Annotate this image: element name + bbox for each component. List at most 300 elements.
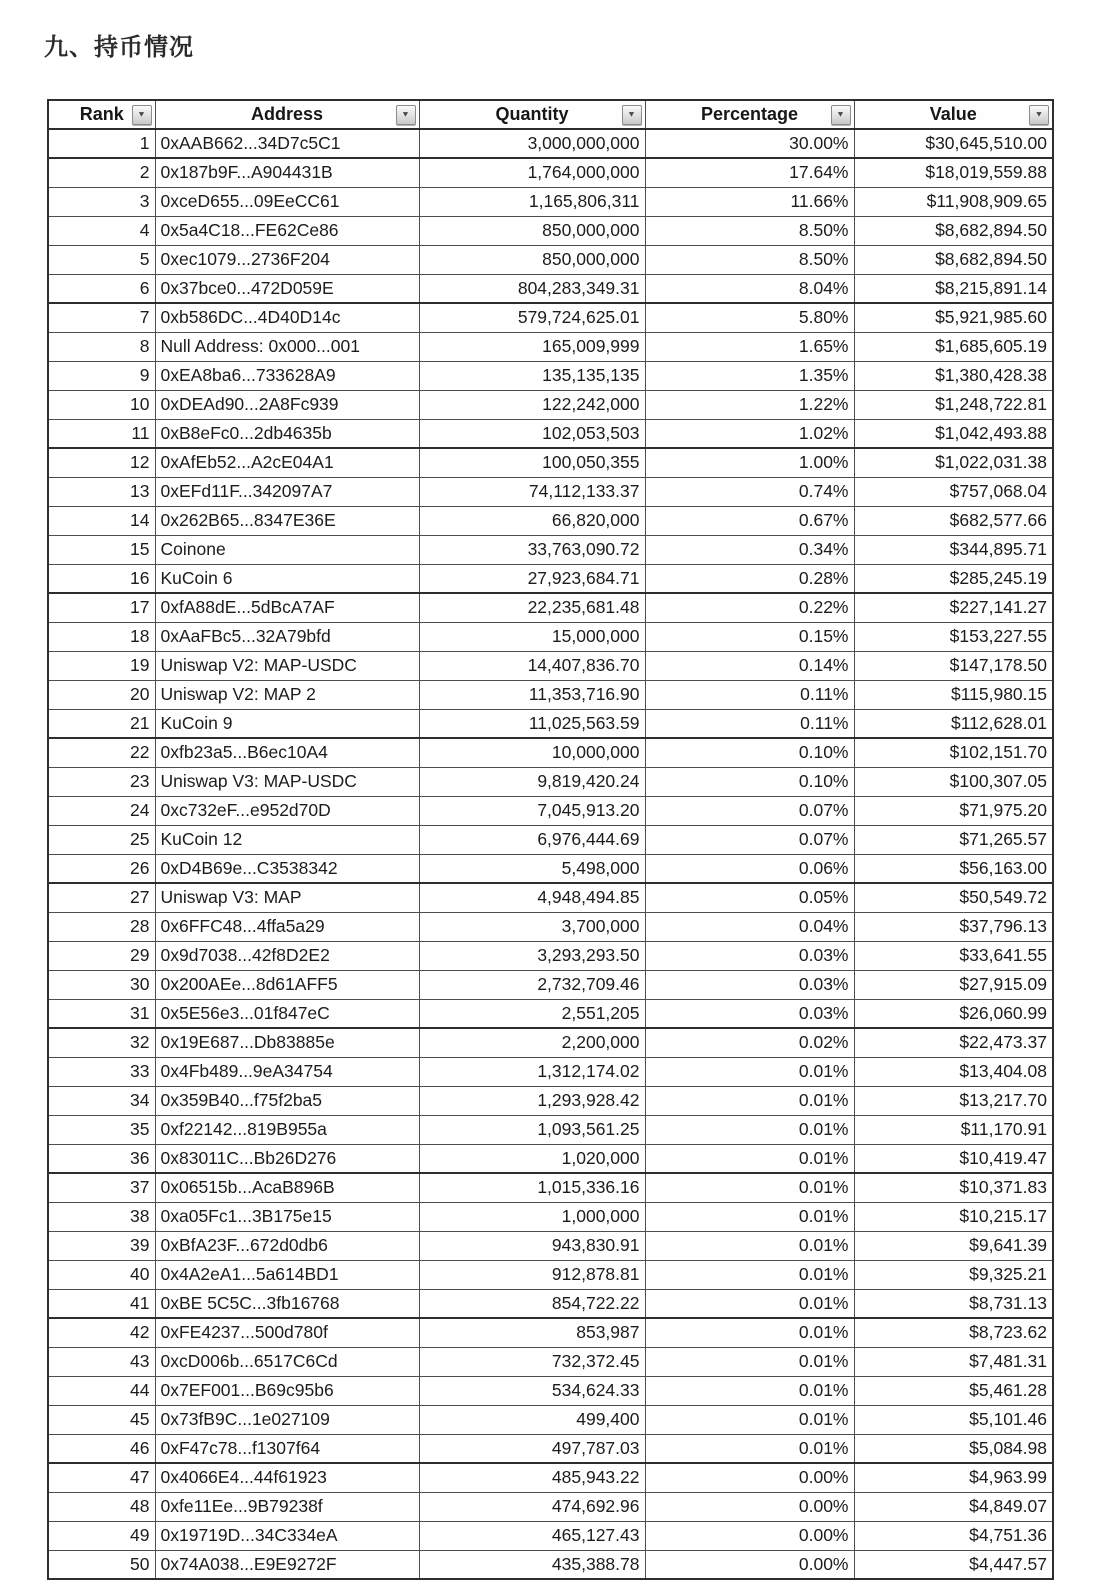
value-cell: $18,019,559.88 <box>854 158 1053 187</box>
percentage-cell: 0.02% <box>645 1028 854 1057</box>
rank-cell: 41 <box>48 1289 155 1318</box>
address-cell: Uniswap V2: MAP 2 <box>155 680 419 709</box>
value-cell: $11,908,909.65 <box>854 187 1053 216</box>
table-row <box>48 419 1053 448</box>
quantity-cell: 850,000,000 <box>419 216 645 245</box>
rank-cell: 21 <box>48 709 155 738</box>
percentage-cell: 0.01% <box>645 1434 854 1463</box>
rank-cell: 32 <box>48 1028 155 1057</box>
percentage-cell: 0.07% <box>645 825 854 854</box>
rank-cell: 33 <box>48 1057 155 1086</box>
holders-table-container <box>47 99 1054 1580</box>
value-cell: $153,227.55 <box>854 622 1053 651</box>
percentage-cell: 0.01% <box>645 1173 854 1202</box>
address-cell: Coinone <box>155 535 419 564</box>
table-row <box>48 1347 1053 1376</box>
address-cell: Uniswap V3: MAP <box>155 883 419 912</box>
table-row <box>48 767 1053 796</box>
table-row <box>48 361 1053 390</box>
quantity-cell: 1,764,000,000 <box>419 158 645 187</box>
column-header-value-label: Value <box>929 104 977 124</box>
rank-cell: 13 <box>48 477 155 506</box>
quantity-cell: 27,923,684.71 <box>419 564 645 593</box>
rank-cell: 49 <box>48 1521 155 1550</box>
column-header-address-label: Address <box>250 104 324 124</box>
rank-cell: 35 <box>48 1115 155 1144</box>
value-cell: $9,325.21 <box>854 1260 1053 1289</box>
quantity-cell: 1,093,561.25 <box>419 1115 645 1144</box>
table-row <box>48 1144 1053 1173</box>
rank-cell: 29 <box>48 941 155 970</box>
address-cell: 0x5E56e3...01f847eC <box>155 999 419 1028</box>
percentage-cell: 0.11% <box>645 709 854 738</box>
percentage-cell: 0.03% <box>645 999 854 1028</box>
rank-cell: 9 <box>48 361 155 390</box>
address-cell: 0x6FFC48...4ffa5a29 <box>155 912 419 941</box>
value-cell: $56,163.00 <box>854 854 1053 883</box>
percentage-cell: 0.01% <box>645 1231 854 1260</box>
rank-cell: 19 <box>48 651 155 680</box>
rank-cell: 18 <box>48 622 155 651</box>
value-cell: $8,723.62 <box>854 1318 1053 1347</box>
address-cell: 0x262B65...8347E36E <box>155 506 419 535</box>
rank-cell: 31 <box>48 999 155 1028</box>
table-row <box>48 709 1053 738</box>
percentage-cell: 0.01% <box>645 1202 854 1231</box>
column-header-percentage <box>645 100 854 129</box>
address-cell: 0xF47c78...f1307f64 <box>155 1434 419 1463</box>
table-row <box>48 941 1053 970</box>
percentage-cell: 0.67% <box>645 506 854 535</box>
value-cell: $13,404.08 <box>854 1057 1053 1086</box>
table-row <box>48 129 1053 158</box>
value-cell: $757,068.04 <box>854 477 1053 506</box>
value-cell: $5,921,985.60 <box>854 303 1053 332</box>
address-cell: 0x200AEe...8d61AFF5 <box>155 970 419 999</box>
quantity-cell: 2,732,709.46 <box>419 970 645 999</box>
rank-cell: 50 <box>48 1550 155 1579</box>
address-cell: 0x74A038...E9E9272F <box>155 1550 419 1579</box>
value-cell: $100,307.05 <box>854 767 1053 796</box>
table-row <box>48 1318 1053 1347</box>
table-row <box>48 1028 1053 1057</box>
address-cell: 0x06515b...AcaB896B <box>155 1173 419 1202</box>
percentage-cell: 0.03% <box>645 970 854 999</box>
column-header-address <box>155 100 419 129</box>
rank-cell: 28 <box>48 912 155 941</box>
percentage-cell: 0.00% <box>645 1463 854 1492</box>
quantity-cell: 33,763,090.72 <box>419 535 645 564</box>
table-row <box>48 1115 1053 1144</box>
address-cell: 0xa05Fc1...3B175e15 <box>155 1202 419 1231</box>
percentage-cell: 0.01% <box>645 1086 854 1115</box>
address-cell: 0xfA88dE...5dBcA7AF <box>155 593 419 622</box>
holders-table-body <box>48 129 1053 1579</box>
filter-button-quantity[interactable] <box>622 105 642 125</box>
table-row <box>48 883 1053 912</box>
value-cell: $30,645,510.00 <box>854 129 1053 158</box>
quantity-cell: 135,135,135 <box>419 361 645 390</box>
quantity-cell: 11,353,716.90 <box>419 680 645 709</box>
quantity-cell: 15,000,000 <box>419 622 645 651</box>
quantity-cell: 11,025,563.59 <box>419 709 645 738</box>
value-cell: $5,084.98 <box>854 1434 1053 1463</box>
holders-table <box>47 99 1054 1580</box>
rank-cell: 4 <box>48 216 155 245</box>
chevron-down-icon: ▼ <box>627 109 636 119</box>
address-cell: Null Address: 0x000...001 <box>155 332 419 361</box>
percentage-cell: 11.66% <box>645 187 854 216</box>
rank-cell: 38 <box>48 1202 155 1231</box>
quantity-cell: 14,407,836.70 <box>419 651 645 680</box>
rank-cell: 14 <box>48 506 155 535</box>
table-row <box>48 1202 1053 1231</box>
value-cell: $115,980.15 <box>854 680 1053 709</box>
address-cell: 0x19719D...34C334eA <box>155 1521 419 1550</box>
rank-cell: 26 <box>48 854 155 883</box>
address-cell: 0xf22142...819B955a <box>155 1115 419 1144</box>
quantity-cell: 1,312,174.02 <box>419 1057 645 1086</box>
table-row <box>48 477 1053 506</box>
percentage-cell: 1.22% <box>645 390 854 419</box>
percentage-cell: 0.01% <box>645 1260 854 1289</box>
quantity-cell: 534,624.33 <box>419 1376 645 1405</box>
address-cell: 0xB8eFc0...2db4635b <box>155 419 419 448</box>
value-cell: $1,042,493.88 <box>854 419 1053 448</box>
address-cell: 0xAAB662...34D7c5C1 <box>155 129 419 158</box>
rank-cell: 5 <box>48 245 155 274</box>
address-cell: KuCoin 6 <box>155 564 419 593</box>
percentage-cell: 0.01% <box>645 1347 854 1376</box>
table-row <box>48 651 1053 680</box>
percentage-cell: 0.01% <box>645 1144 854 1173</box>
quantity-cell: 854,722.22 <box>419 1289 645 1318</box>
rank-cell: 10 <box>48 390 155 419</box>
quantity-cell: 66,820,000 <box>419 506 645 535</box>
column-header-quantity <box>419 100 645 129</box>
address-cell: 0x19E687...Db83885e <box>155 1028 419 1057</box>
rank-cell: 45 <box>48 1405 155 1434</box>
percentage-cell: 0.22% <box>645 593 854 622</box>
address-cell: 0xAfEb52...A2cE04A1 <box>155 448 419 477</box>
quantity-cell: 1,293,928.42 <box>419 1086 645 1115</box>
percentage-cell: 0.28% <box>645 564 854 593</box>
rank-cell: 42 <box>48 1318 155 1347</box>
percentage-cell: 0.07% <box>645 796 854 825</box>
rank-cell: 30 <box>48 970 155 999</box>
address-cell: 0xFE4237...500d780f <box>155 1318 419 1347</box>
quantity-cell: 853,987 <box>419 1318 645 1347</box>
address-cell: 0xD4B69e...C3538342 <box>155 854 419 883</box>
table-row <box>48 158 1053 187</box>
value-cell: $11,170.91 <box>854 1115 1053 1144</box>
percentage-cell: 0.01% <box>645 1289 854 1318</box>
filter-button-percentage[interactable] <box>831 105 851 125</box>
rank-cell: 40 <box>48 1260 155 1289</box>
percentage-cell: 0.01% <box>645 1376 854 1405</box>
quantity-cell: 3,000,000,000 <box>419 129 645 158</box>
quantity-cell: 2,551,205 <box>419 999 645 1028</box>
value-cell: $1,380,428.38 <box>854 361 1053 390</box>
rank-cell: 12 <box>48 448 155 477</box>
column-header-percentage-label: Percentage <box>700 104 799 124</box>
rank-cell: 46 <box>48 1434 155 1463</box>
rank-cell: 7 <box>48 303 155 332</box>
quantity-cell: 2,200,000 <box>419 1028 645 1057</box>
percentage-cell: 5.80% <box>645 303 854 332</box>
percentage-cell: 8.04% <box>645 274 854 303</box>
percentage-cell: 8.50% <box>645 216 854 245</box>
percentage-cell: 0.05% <box>645 883 854 912</box>
address-cell: 0x73fB9C...1e027109 <box>155 1405 419 1434</box>
percentage-cell: 1.00% <box>645 448 854 477</box>
value-cell: $4,751.36 <box>854 1521 1053 1550</box>
table-row <box>48 332 1053 361</box>
address-cell: 0xBfA23F...672d0db6 <box>155 1231 419 1260</box>
rank-cell: 3 <box>48 187 155 216</box>
quantity-cell: 102,053,503 <box>419 419 645 448</box>
value-cell: $1,685,605.19 <box>854 332 1053 361</box>
value-cell: $10,215.17 <box>854 1202 1053 1231</box>
value-cell: $9,641.39 <box>854 1231 1053 1260</box>
quantity-cell: 165,009,999 <box>419 332 645 361</box>
table-row <box>48 245 1053 274</box>
address-cell: 0x37bce0...472D059E <box>155 274 419 303</box>
percentage-cell: 0.01% <box>645 1115 854 1144</box>
table-row <box>48 680 1053 709</box>
quantity-cell: 1,020,000 <box>419 1144 645 1173</box>
quantity-cell: 100,050,355 <box>419 448 645 477</box>
percentage-cell: 0.14% <box>645 651 854 680</box>
table-row <box>48 970 1053 999</box>
quantity-cell: 3,293,293.50 <box>419 941 645 970</box>
percentage-cell: 0.15% <box>645 622 854 651</box>
quantity-cell: 497,787.03 <box>419 1434 645 1463</box>
value-cell: $344,895.71 <box>854 535 1053 564</box>
address-cell: 0xcD006b...6517C6Cd <box>155 1347 419 1376</box>
address-cell: 0xec1079...2736F204 <box>155 245 419 274</box>
rank-cell: 36 <box>48 1144 155 1173</box>
value-cell: $1,022,031.38 <box>854 448 1053 477</box>
address-cell: 0x4066E4...44f61923 <box>155 1463 419 1492</box>
quantity-cell: 122,242,000 <box>419 390 645 419</box>
quantity-cell: 4,948,494.85 <box>419 883 645 912</box>
table-row <box>48 1492 1053 1521</box>
address-cell: 0x9d7038...42f8D2E2 <box>155 941 419 970</box>
value-cell: $147,178.50 <box>854 651 1053 680</box>
table-row <box>48 1231 1053 1260</box>
quantity-cell: 499,400 <box>419 1405 645 1434</box>
table-row <box>48 535 1053 564</box>
value-cell: $8,215,891.14 <box>854 274 1053 303</box>
address-cell: 0x4Fb489...9eA34754 <box>155 1057 419 1086</box>
percentage-cell: 1.65% <box>645 332 854 361</box>
quantity-cell: 1,015,336.16 <box>419 1173 645 1202</box>
table-row <box>48 1550 1053 1579</box>
value-cell: $227,141.27 <box>854 593 1053 622</box>
quantity-cell: 732,372.45 <box>419 1347 645 1376</box>
rank-cell: 17 <box>48 593 155 622</box>
table-row <box>48 1521 1053 1550</box>
value-cell: $8,682,894.50 <box>854 245 1053 274</box>
quantity-cell: 22,235,681.48 <box>419 593 645 622</box>
table-row <box>48 1289 1053 1318</box>
value-cell: $112,628.01 <box>854 709 1053 738</box>
quantity-cell: 9,819,420.24 <box>419 767 645 796</box>
rank-cell: 27 <box>48 883 155 912</box>
quantity-cell: 3,700,000 <box>419 912 645 941</box>
value-cell: $71,975.20 <box>854 796 1053 825</box>
table-row <box>48 854 1053 883</box>
rank-cell: 6 <box>48 274 155 303</box>
rank-cell: 47 <box>48 1463 155 1492</box>
quantity-cell: 1,000,000 <box>419 1202 645 1231</box>
quantity-cell: 579,724,625.01 <box>419 303 645 332</box>
table-row <box>48 274 1053 303</box>
quantity-cell: 7,045,913.20 <box>419 796 645 825</box>
address-cell: 0x83011C...Bb26D276 <box>155 1144 419 1173</box>
address-cell: 0xfe11Ee...9B79238f <box>155 1492 419 1521</box>
percentage-cell: 0.04% <box>645 912 854 941</box>
header-row <box>48 100 1053 129</box>
address-cell: 0xDEAd90...2A8Fc939 <box>155 390 419 419</box>
table-row <box>48 564 1053 593</box>
table-row <box>48 216 1053 245</box>
table-row <box>48 1057 1053 1086</box>
value-cell: $33,641.55 <box>854 941 1053 970</box>
value-cell: $22,473.37 <box>854 1028 1053 1057</box>
percentage-cell: 30.00% <box>645 129 854 158</box>
table-row <box>48 738 1053 767</box>
quantity-cell: 435,388.78 <box>419 1550 645 1579</box>
table-row <box>48 448 1053 477</box>
table-row <box>48 825 1053 854</box>
rank-cell: 25 <box>48 825 155 854</box>
percentage-cell: 0.74% <box>645 477 854 506</box>
value-cell: $5,461.28 <box>854 1376 1053 1405</box>
address-cell: Uniswap V3: MAP-USDC <box>155 767 419 796</box>
address-cell: Uniswap V2: MAP-USDC <box>155 651 419 680</box>
rank-cell: 37 <box>48 1173 155 1202</box>
quantity-cell: 6,976,444.69 <box>419 825 645 854</box>
value-cell: $13,217.70 <box>854 1086 1053 1115</box>
percentage-cell: 0.06% <box>645 854 854 883</box>
table-row <box>48 1260 1053 1289</box>
percentage-cell: 0.00% <box>645 1492 854 1521</box>
percentage-cell: 0.01% <box>645 1405 854 1434</box>
table-row <box>48 593 1053 622</box>
rank-cell: 39 <box>48 1231 155 1260</box>
address-cell: 0x7EF001...B69c95b6 <box>155 1376 419 1405</box>
percentage-cell: 8.50% <box>645 245 854 274</box>
address-cell: 0x4A2eA1...5a614BD1 <box>155 1260 419 1289</box>
address-cell: 0xBE 5C5C...3fb16768 <box>155 1289 419 1318</box>
rank-cell: 44 <box>48 1376 155 1405</box>
quantity-cell: 10,000,000 <box>419 738 645 767</box>
address-cell: 0x5a4C18...FE62Ce86 <box>155 216 419 245</box>
value-cell: $102,151.70 <box>854 738 1053 767</box>
filter-button-rank[interactable] <box>132 105 152 125</box>
address-cell: 0xfb23a5...B6ec10A4 <box>155 738 419 767</box>
value-cell: $4,849.07 <box>854 1492 1053 1521</box>
quantity-cell: 465,127.43 <box>419 1521 645 1550</box>
filter-button-address[interactable] <box>396 105 416 125</box>
chevron-down-icon: ▼ <box>1034 109 1044 119</box>
percentage-cell: 0.34% <box>645 535 854 564</box>
quantity-cell: 474,692.96 <box>419 1492 645 1521</box>
value-cell: $27,915.09 <box>854 970 1053 999</box>
quantity-cell: 804,283,349.31 <box>419 274 645 303</box>
value-cell: $7,481.31 <box>854 1347 1053 1376</box>
address-cell: 0x187b9F...A904431B <box>155 158 419 187</box>
table-row <box>48 187 1053 216</box>
value-cell: $1,248,722.81 <box>854 390 1053 419</box>
rank-cell: 34 <box>48 1086 155 1115</box>
quantity-cell: 485,943.22 <box>419 1463 645 1492</box>
value-cell: $37,796.13 <box>854 912 1053 941</box>
value-cell: $8,682,894.50 <box>854 216 1053 245</box>
rank-cell: 8 <box>48 332 155 361</box>
column-header-quantity-label: Quantity <box>495 104 569 124</box>
value-cell: $10,371.83 <box>854 1173 1053 1202</box>
percentage-cell: 0.10% <box>645 738 854 767</box>
value-cell: $5,101.46 <box>854 1405 1053 1434</box>
chevron-down-icon: ▼ <box>836 109 845 119</box>
percentage-cell: 0.01% <box>645 1318 854 1347</box>
table-row <box>48 999 1053 1028</box>
address-cell: 0xb586DC...4D40D14c <box>155 303 419 332</box>
quantity-cell: 912,878.81 <box>419 1260 645 1289</box>
table-row <box>48 1376 1053 1405</box>
percentage-cell: 0.11% <box>645 680 854 709</box>
value-cell: $10,419.47 <box>854 1144 1053 1173</box>
rank-cell: 2 <box>48 158 155 187</box>
column-header-rank <box>48 100 155 129</box>
address-cell: 0xEFd11F...342097A7 <box>155 477 419 506</box>
rank-cell: 48 <box>48 1492 155 1521</box>
value-cell: $285,245.19 <box>854 564 1053 593</box>
rank-cell: 1 <box>48 129 155 158</box>
table-row <box>48 506 1053 535</box>
address-cell: 0xAaFBc5...32A79bfd <box>155 622 419 651</box>
percentage-cell: 1.02% <box>645 419 854 448</box>
address-cell: 0xEA8ba6...733628A9 <box>155 361 419 390</box>
rank-cell: 20 <box>48 680 155 709</box>
table-row <box>48 796 1053 825</box>
rank-cell: 16 <box>48 564 155 593</box>
filter-button-value[interactable] <box>1029 105 1049 125</box>
percentage-cell: 0.03% <box>645 941 854 970</box>
column-header-rank-label: Rank <box>79 104 124 124</box>
rank-cell: 23 <box>48 767 155 796</box>
table-row <box>48 390 1053 419</box>
table-row <box>48 622 1053 651</box>
percentage-cell: 17.64% <box>645 158 854 187</box>
address-cell: 0xceD655...09EeCC61 <box>155 187 419 216</box>
table-row <box>48 1434 1053 1463</box>
address-cell: KuCoin 12 <box>155 825 419 854</box>
page-title: 九、持币情况 <box>44 34 194 62</box>
value-cell: $26,060.99 <box>854 999 1053 1028</box>
address-cell: KuCoin 9 <box>155 709 419 738</box>
value-cell: $4,447.57 <box>854 1550 1053 1579</box>
value-cell: $682,577.66 <box>854 506 1053 535</box>
value-cell: $71,265.57 <box>854 825 1053 854</box>
percentage-cell: 0.00% <box>645 1550 854 1579</box>
percentage-cell: 1.35% <box>645 361 854 390</box>
value-cell: $50,549.72 <box>854 883 1053 912</box>
quantity-cell: 1,165,806,311 <box>419 187 645 216</box>
